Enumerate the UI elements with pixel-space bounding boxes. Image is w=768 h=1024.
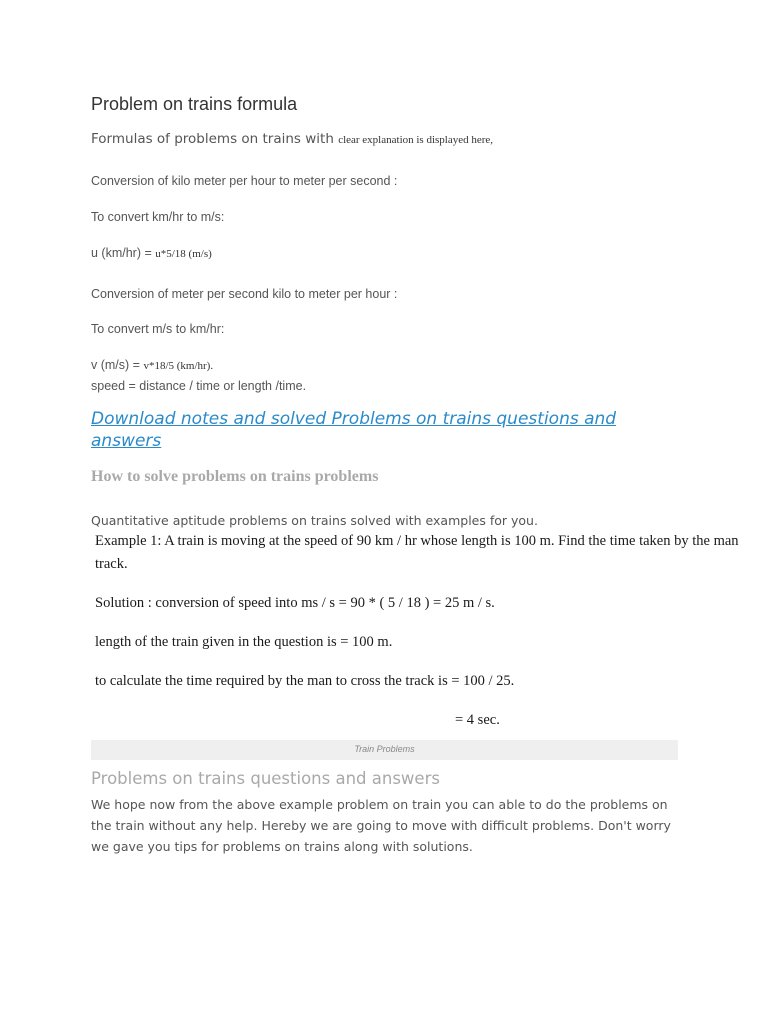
example-result: = 4 sec. [455,712,500,728]
convert-kmh-label: To convert km/hr to m/s: [91,210,225,224]
convert-ms-label: To convert m/s to km/hr: [91,322,225,336]
intro-text [91,131,493,147]
example-solution: Solution : conversion of speed into ms / s = 90 * ( 5 / 18 ) = 25 m / s. [95,595,495,611]
speed-formula: speed = distance / time or length /time. [91,379,307,393]
formula-kmh-lhs: u (km/hr) = [91,246,156,260]
image-caption-bar [91,740,678,760]
example-line-2: track. [95,556,128,572]
example-line-1: Example 1: A train is moving at the speed of 90 km / hr whose length is 100 m. Find the time taken by the man [95,533,739,549]
conversion-ms-heading: Conversion of meter per second kilo to meter per hour : [91,287,398,301]
example-length: length of the train given in the question is = 100 m. [95,634,393,650]
download-notes-link[interactable]: Download notes and solved Problems on trains questions and answers [91,409,617,451]
page-title: Problem on trains formula [91,94,298,114]
formula-ms-rhs: v*18/5 (km/hr). [143,360,214,372]
formula-ms-lhs: v (m/s) = [91,358,144,372]
formula-ms-to-kmh [91,358,213,372]
conversion-kmh-heading: Conversion of kilo meter per hour to meter per second : [91,174,398,188]
formula-kmh-rhs: u*5/18 (m/s) [155,248,212,260]
example-calc: to calculate the time required by the man to cross the track is = 100 / 25. [95,673,515,689]
intro-suffix: clear explanation is displayed here, [338,134,494,146]
quant-intro-text: Quantitative aptitude problems on trains solved with examples for you. [91,513,538,528]
section2-paragraph: We hope now from the above example problem on train you can able to do the problems on the train without any help. Hereby we are going to move with difficult problems. Don't worry we gave you tips for problems on trains along with solutions. [91,797,671,854]
image-caption: Train Problems [354,744,415,754]
formula-kmh-to-ms [91,246,212,260]
section-subheading: How to solve problems on trains problems [91,468,379,485]
section2-heading: Problems on trains questions and answers [91,769,440,788]
intro-prefix: Formulas of problems on trains with [91,131,339,147]
